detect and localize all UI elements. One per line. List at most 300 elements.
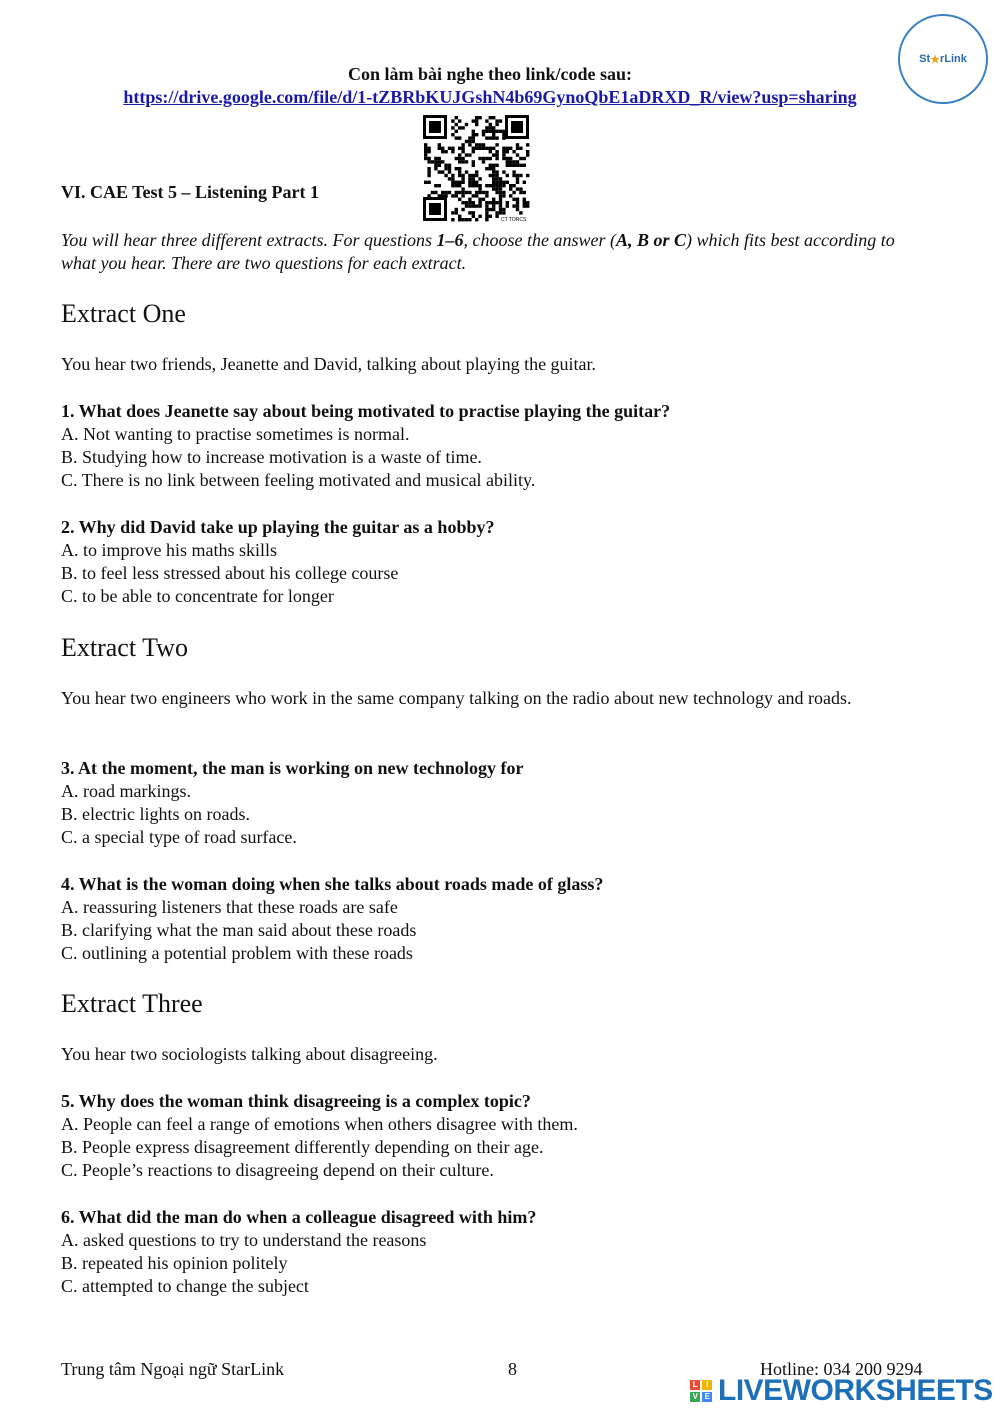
qr-module — [458, 126, 461, 129]
qr-module — [451, 177, 454, 180]
option-c[interactable]: C. attempted to change the subject — [61, 1276, 309, 1296]
qr-module — [424, 143, 427, 146]
qr-module — [455, 157, 458, 160]
qr-module — [434, 184, 437, 187]
option-b[interactable]: B. repeated his opinion politely — [61, 1253, 288, 1273]
qr-module — [495, 143, 498, 146]
qr-module — [523, 201, 526, 204]
qr-module — [489, 201, 492, 204]
qr-module — [519, 187, 522, 190]
logo-text-b: rLink — [939, 53, 967, 65]
qr-module — [475, 170, 478, 173]
qr-module — [492, 164, 495, 167]
qr-module — [458, 157, 461, 160]
qr-module — [499, 194, 502, 197]
qr-module — [458, 181, 461, 184]
qr-module — [523, 157, 526, 160]
qr-module — [455, 194, 458, 197]
qr-module — [512, 198, 515, 201]
qr-module — [475, 147, 478, 150]
option-b[interactable]: B. clarifying what the man said about these roads — [61, 920, 417, 940]
starlink-logo — [898, 14, 988, 104]
qr-module — [489, 130, 492, 133]
qr-module — [485, 191, 488, 194]
qr-module — [492, 153, 495, 156]
option-a[interactable]: A. People can feel a range of emotions when others disagree with them. — [61, 1114, 578, 1134]
question-text: 3. At the moment, the man is working on new technology for — [61, 758, 524, 778]
qr-module — [516, 198, 519, 201]
qr-module — [478, 143, 481, 146]
qr-module — [495, 191, 498, 194]
qr-module — [485, 201, 488, 204]
qr-module — [455, 184, 458, 187]
qr-module — [438, 184, 441, 187]
qr-module — [523, 191, 526, 194]
qr-module — [502, 133, 505, 136]
qr-module — [465, 218, 468, 221]
qr-module — [485, 204, 488, 207]
qr-module — [489, 147, 492, 150]
qr-module — [475, 218, 478, 221]
qr-module — [512, 164, 515, 167]
qr-module — [458, 191, 461, 194]
qr-module — [461, 191, 464, 194]
qr-module — [458, 218, 461, 221]
instr-d: A, B or C — [615, 230, 686, 250]
qr-module — [495, 170, 498, 173]
qr-module — [489, 126, 492, 129]
qr-module — [458, 167, 461, 170]
lw-tile: V — [690, 1392, 700, 1402]
qr-module — [448, 191, 451, 194]
qr-module — [455, 123, 458, 126]
qr-module — [495, 174, 498, 177]
qr-module — [468, 143, 471, 146]
qr-module — [516, 177, 519, 180]
qr-module — [451, 218, 454, 221]
qr-module — [431, 160, 434, 163]
qr-code[interactable] — [421, 113, 531, 223]
option-b[interactable]: B. People express disagreement differently depending on their age. — [61, 1137, 544, 1157]
qr-module — [475, 204, 478, 207]
qr-module — [495, 184, 498, 187]
liveworksheets-logo-icon — [690, 1380, 712, 1402]
qr-module — [458, 198, 461, 201]
qr-module — [506, 174, 509, 177]
qr-module — [499, 184, 502, 187]
qr-module — [489, 116, 492, 119]
qr-module — [434, 191, 437, 194]
qr-module — [499, 198, 502, 201]
option-a[interactable]: A. to improve his maths skills — [61, 540, 277, 560]
qr-module — [458, 136, 461, 139]
qr-module — [468, 181, 471, 184]
qr-module — [455, 208, 458, 211]
qr-module — [448, 170, 451, 173]
qr-module — [499, 211, 502, 214]
qr-module — [485, 194, 488, 197]
qr-module — [499, 201, 502, 204]
qr-module — [495, 153, 498, 156]
qr-module — [478, 187, 481, 190]
qr-module — [502, 181, 505, 184]
qr-module — [516, 201, 519, 204]
option-c[interactable]: C. People’s reactions to disagreeing depend on their culture. — [61, 1160, 494, 1180]
qr-module — [455, 167, 458, 170]
qr-module — [441, 150, 444, 153]
qr-module — [509, 194, 512, 197]
option-c[interactable]: C. outlining a potential problem with these roads — [61, 943, 413, 963]
qr-module — [475, 181, 478, 184]
qr-module — [492, 198, 495, 201]
qr-module — [492, 116, 495, 119]
qr-module — [468, 136, 471, 139]
qr-module — [509, 160, 512, 163]
qr-module — [512, 174, 515, 177]
qr-module — [492, 208, 495, 211]
qr-module — [495, 211, 498, 214]
qr-module — [499, 177, 502, 180]
qr-module — [472, 136, 475, 139]
option-c[interactable]: C. to be able to concentrate for longer — [61, 586, 334, 606]
qr-module — [519, 147, 522, 150]
qr-module — [516, 208, 519, 211]
qr-module — [424, 147, 427, 150]
qr-module — [499, 208, 502, 211]
qr-module — [526, 150, 529, 153]
qr-module — [502, 147, 505, 150]
qr-module — [465, 153, 468, 156]
qr-module — [502, 208, 505, 211]
qr-module — [489, 184, 492, 187]
qr-module — [519, 164, 522, 167]
qr-module — [509, 184, 512, 187]
qr-module — [485, 136, 488, 139]
qr-module — [451, 119, 454, 122]
qr-module — [495, 130, 498, 133]
logo-text-a: St — [919, 53, 931, 65]
qr-module — [509, 187, 512, 190]
qr-module — [451, 133, 454, 136]
qr-module — [526, 201, 529, 204]
qr-module — [438, 143, 441, 146]
qr-module — [495, 187, 498, 190]
qr-module — [468, 218, 471, 221]
lw-tile: L — [690, 1380, 700, 1390]
qr-module — [478, 157, 481, 160]
extract-one-heading: Extract One — [61, 299, 186, 328]
qr-module — [461, 181, 464, 184]
qr-module — [502, 194, 505, 197]
option-a[interactable]: A. Not wanting to practise sometimes is normal. — [61, 424, 410, 444]
qr-module — [461, 208, 464, 211]
qr-module — [424, 153, 427, 156]
qr-module — [451, 184, 454, 187]
qr-module — [516, 187, 519, 190]
qr-module — [441, 191, 444, 194]
footer-center-name: Trung tâm Ngoại ngữ StarLink — [61, 1359, 285, 1379]
qr-module — [492, 181, 495, 184]
qr-module — [465, 160, 468, 163]
qr-module — [455, 136, 458, 139]
liveworksheets-watermark[interactable] — [690, 1374, 993, 1408]
option-b[interactable]: B. to feel less stressed about his college course — [61, 563, 399, 583]
qr-module — [495, 136, 498, 139]
qr-module — [489, 150, 492, 153]
qr-module — [468, 211, 471, 214]
qr-module — [444, 174, 447, 177]
qr-module — [444, 150, 447, 153]
qr-module — [495, 177, 498, 180]
extract-one-context: You hear two friends, Jeanette and David, talking about playing the guitar. — [61, 354, 597, 374]
option-b[interactable]: B. electric lights on roads. — [61, 804, 250, 824]
qr-module — [516, 160, 519, 163]
qr-module — [458, 174, 461, 177]
qr-module — [465, 140, 468, 143]
qr-module — [492, 147, 495, 150]
qr-module — [444, 167, 447, 170]
qr-module — [506, 150, 509, 153]
question-2 — [61, 516, 494, 608]
qr-module — [485, 157, 488, 160]
qr-module — [458, 119, 461, 122]
qr-module — [427, 170, 430, 173]
qr-module — [478, 147, 481, 150]
qr-module — [427, 174, 430, 177]
qr-module — [512, 191, 515, 194]
instr-c: , choose the answer ( — [463, 230, 616, 250]
qr-module — [438, 170, 441, 173]
qr-module — [434, 164, 437, 167]
qr-module — [482, 130, 485, 133]
qr-module — [509, 157, 512, 160]
qr-module — [516, 174, 519, 177]
qr-module — [526, 153, 529, 156]
qr-module — [512, 160, 515, 163]
qr-module — [458, 215, 461, 218]
qr-module — [495, 119, 498, 122]
qr-module — [499, 191, 502, 194]
qr-module — [478, 201, 481, 204]
qr-module — [489, 208, 492, 211]
qr-module — [482, 157, 485, 160]
option-c[interactable]: C. There is no link between feeling motivated and musical ability. — [61, 470, 536, 490]
qr-module — [451, 211, 454, 214]
qr-module — [526, 143, 529, 146]
qr-module — [519, 174, 522, 177]
option-c[interactable]: C. a special type of road surface. — [61, 827, 297, 847]
qr-module — [512, 204, 515, 207]
qr-module — [451, 150, 454, 153]
qr-module — [475, 191, 478, 194]
qr-module — [461, 187, 464, 190]
qr-module — [427, 147, 430, 150]
qr-module — [526, 174, 529, 177]
qr-module — [458, 170, 461, 173]
qr-module — [465, 123, 468, 126]
qr-module — [478, 215, 481, 218]
qr-module — [472, 177, 475, 180]
qr-module — [455, 211, 458, 214]
qr-module — [431, 191, 434, 194]
qr-module — [472, 133, 475, 136]
qr-module — [495, 215, 498, 218]
qr-module — [441, 147, 444, 150]
qr-module — [516, 164, 519, 167]
qr-module — [482, 160, 485, 163]
extract-three-context: You hear two sociologists talking about disagreeing. — [61, 1044, 438, 1064]
qr-module — [482, 147, 485, 150]
qr-module — [516, 153, 519, 156]
qr-module — [465, 204, 468, 207]
qr-module — [492, 133, 495, 136]
qr-module — [458, 184, 461, 187]
qr-module — [427, 167, 430, 170]
qr-module — [451, 194, 454, 197]
qr-module — [465, 191, 468, 194]
qr-module — [502, 170, 505, 173]
question-1 — [61, 400, 670, 492]
qr-module — [472, 211, 475, 214]
instr-a: You will hear three different extracts. For questions — [61, 230, 437, 250]
qr-module — [489, 174, 492, 177]
qr-module — [475, 133, 478, 136]
qr-module — [502, 184, 505, 187]
qr-module — [495, 181, 498, 184]
qr-module — [482, 143, 485, 146]
qr-module — [472, 160, 475, 163]
qr-module — [472, 174, 475, 177]
qr-module — [468, 204, 471, 207]
qr-module — [478, 116, 481, 119]
qr-module — [468, 140, 471, 143]
instr-e: ) which fits best according to what you hear. There are two questions for each extract. — [61, 230, 895, 273]
qr-module — [438, 157, 441, 160]
qr-module — [506, 201, 509, 204]
qr-module — [482, 133, 485, 136]
qr-module — [502, 157, 505, 160]
qr-module — [512, 170, 515, 173]
qr-module — [506, 181, 509, 184]
qr-module — [461, 150, 464, 153]
task-instructions — [61, 229, 911, 275]
qr-module — [516, 143, 519, 146]
qr-module — [461, 160, 464, 163]
qr-module — [516, 147, 519, 150]
qr-module — [502, 130, 505, 133]
question-text: 1. What does Jeanette say about being motivated to practise playing the guitar? — [61, 401, 671, 421]
qr-module — [444, 164, 447, 167]
qr-module — [441, 194, 444, 197]
qr-module — [492, 204, 495, 207]
qr-module — [512, 184, 515, 187]
qr-module — [506, 147, 509, 150]
qr-module — [427, 194, 430, 197]
option-a[interactable]: A. asked questions to try to understand the reasons — [61, 1230, 427, 1250]
qr-module — [499, 181, 502, 184]
qr-module — [441, 170, 444, 173]
qr-module — [461, 218, 464, 221]
qr-module — [492, 177, 495, 180]
qr-module — [478, 191, 481, 194]
option-b[interactable]: B. Studying how to increase motivation is a waste of time. — [61, 447, 482, 467]
qr-module — [489, 164, 492, 167]
qr-module — [438, 147, 441, 150]
qr-module — [461, 174, 464, 177]
qr-module — [512, 150, 515, 153]
qr-module — [489, 167, 492, 170]
qr-module — [499, 204, 502, 207]
qr-module — [461, 194, 464, 197]
qr-module — [492, 167, 495, 170]
qr-module — [427, 157, 430, 160]
qr-module — [448, 177, 451, 180]
qr-module — [461, 126, 464, 129]
qr-module — [472, 184, 475, 187]
qr-module — [465, 201, 468, 204]
qr-module — [492, 184, 495, 187]
question-text: 2. Why did David take up playing the guitar as a hobby? — [61, 517, 495, 537]
qr-module — [475, 116, 478, 119]
question-3 — [61, 757, 523, 849]
qr-module — [451, 181, 454, 184]
qr-module — [478, 184, 481, 187]
lw-tile: I — [702, 1380, 712, 1390]
qr-module — [492, 126, 495, 129]
qr-module — [499, 119, 502, 122]
qr-module — [499, 130, 502, 133]
qr-module — [455, 191, 458, 194]
footer-hotline: Hotline: 034 200 9294 — [760, 1359, 923, 1379]
qr-module — [485, 218, 488, 221]
qr-module — [523, 204, 526, 207]
option-a[interactable]: A. road markings. — [61, 781, 191, 801]
qr-module — [451, 126, 454, 129]
extract-two-context: You hear two engineers who work in the same company talking on the radio about new technology and roads. — [61, 688, 852, 708]
qr-module — [478, 204, 481, 207]
instr-b: 1–6 — [436, 230, 464, 250]
qr-module — [523, 164, 526, 167]
qr-module — [472, 164, 475, 167]
qr-module — [482, 191, 485, 194]
qr-module — [485, 147, 488, 150]
qr-module — [495, 201, 498, 204]
qr-module — [472, 150, 475, 153]
question-4 — [61, 873, 603, 965]
qr-module — [472, 181, 475, 184]
qr-module — [468, 201, 471, 204]
qr-module — [461, 201, 464, 204]
qr-module — [438, 160, 441, 163]
extract-three-heading: Extract Three — [61, 989, 203, 1018]
qr-module — [427, 160, 430, 163]
qr-module — [458, 147, 461, 150]
qr-module — [444, 194, 447, 197]
qr-module — [492, 136, 495, 139]
audio-link[interactable]: https://drive.google.com/file/d/1-tZBRbKUJGshN4b69GynoQbE1aDRXD_R/view?usp=sharing — [123, 87, 857, 107]
qr-module — [438, 164, 441, 167]
qr-module — [461, 157, 464, 160]
qr-module — [478, 177, 481, 180]
qr-module — [468, 153, 471, 156]
qr-module — [444, 191, 447, 194]
qr-module — [465, 170, 468, 173]
option-a[interactable]: A. reassuring listeners that these roads are safe — [61, 897, 398, 917]
qr-module — [455, 130, 458, 133]
qr-module — [427, 181, 430, 184]
qr-module — [461, 147, 464, 150]
qr-caption: CT TORCS — [501, 217, 527, 223]
